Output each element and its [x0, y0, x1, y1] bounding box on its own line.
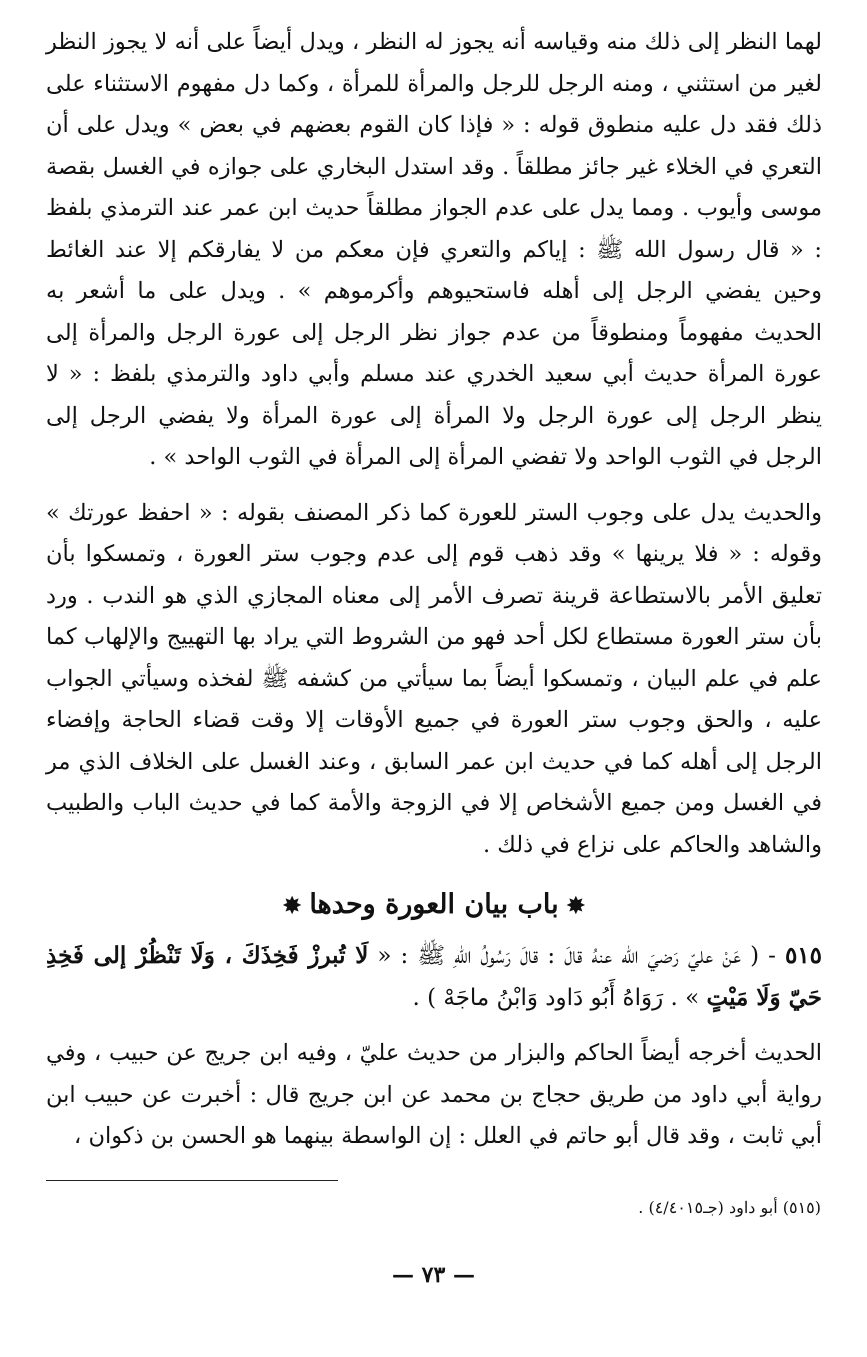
star-ornament-icon: ✸ [566, 893, 586, 919]
star-ornament-icon: ✸ [282, 893, 302, 919]
hadith-text [46, 935, 822, 1019]
page-number: — ٧٣ — [392, 1262, 475, 1288]
hadith-outro: » . رَوَاهُ أَبُو دَاود وَابْنُ ماجَهْ ) . [412, 985, 707, 1011]
hadith-intro: - ( عَنْ عليّ رَضيَ الله عنهُ قالَ : قالَ رَسُولُ اللّهِ ﷺ : « [368, 943, 785, 969]
page-body [46, 22, 822, 1158]
footnote-divider [46, 1180, 338, 1181]
commentary-paragraph-1: لهما النظر إلى ذلك منه وقياسه أنه يجوز له النظر ، ويدل أيضاً على أنه لا يجوز النظر لغير من استثني ، ومنه الرجل للرجل والمرأة للمرأة ، وكما دل مفهوم الاستثناء على ذلك فقد دل عليه منطوق قوله : « فإذا كان القوم بعضهم في بعض » ويدل على أن التعري في الخلاء غير جائز مطلقاً . وقد استدل البخاري على جوازه في الغسل بقصة موسى وأيوب . ومما يدل على عدم الجواز مطلقاً حديث ابن عمر عند الترمذي بلفظ : « قال رسول الله ﷺ : إياكم والتعري فإن معكم من لا يفارقكم إلا عند الغائط وحين يفضي الرجل إلى أهله فاستحيوهم وأكرموهم » . ويدل على ما أشعر به الحديث مفهوماً ومنطوقاً من عدم جواز نظر الرجل إلى عورة الرجل والمرأة إلى عورة المرأة حديث أبي سعيد الخدري عند مسلم وأبي داود والترمذي بلفظ : « لا ينظر الرجل إلى عورة الرجل ولا المرأة إلى عورة المرأة ولا يفضي الرجل إلى الرجل في الثوب الواحد ولا تفضي المرأة إلى المرأة في الثوب الواحد » . [46, 29, 822, 470]
chapter-heading [46, 882, 822, 929]
commentary-paragraph-2: والحديث يدل على وجوب الستر للعورة كما ذكر المصنف بقوله : « احفظ عورتك » وقوله : « فلا يرينها » وقد ذهب قوم إلى عدم وجوب ستر العورة ، وتمسكوا بأن تعليق الأمر بالاستطاعة قرينة تصرف الأمر إلى معناه المجازي الذي هو الندب . ورد بأن ستر العورة مستطاع لكل أحد فهو من الشروط التي يراد بها التهييج والإلهاب كما علم في علم البيان ، وتمسكوا أيضاً بما سيأتي من كشفه ﷺ لفخذه وسيأتي الجواب عليه ، والحق وجوب ستر العورة في جميع الأوقات إلا وقت قضاء الحاجة وإفضاء الرجل إلى أهله كما في حديث ابن عمر السابق ، وعند الغسل على الخلاف الذي مر في الغسل ومن جميع الأشخاص إلا في الزوجة والأمة كما في حديث الباب والطبيب والشاهد والحاكم على نزاع في ذلك . [46, 499, 822, 858]
commentary-paragraph-3: الحديث أخرجه أيضاً الحاكم والبزار من حديث عليّ ، وفيه ابن جريج عن حبيب ، وفي رواية أبي داود من طريق حجاج بن محمد عن ابن جريج قال : أخبرت عن حبيب ابن أبي ثابت ، وقد قال أبو حاتم في العلل : إن الواسطة بينهما هو الحسن بن ذكوان ، [46, 1040, 822, 1149]
footnote: (٥١٥) أبو داود (جـ٤/٤٠١٥) . [638, 1198, 821, 1217]
hadith-number: ٥١٥ [784, 942, 822, 969]
hadith-quote: لَا تُبرزْ فَخِذَكَ ، وَلَا تَنْظُرْ إلى فَخِذِ حَيّ وَلَا مَيْتٍ [46, 942, 822, 1011]
chapter-title: باب بيان العورة وحدها [309, 889, 559, 920]
